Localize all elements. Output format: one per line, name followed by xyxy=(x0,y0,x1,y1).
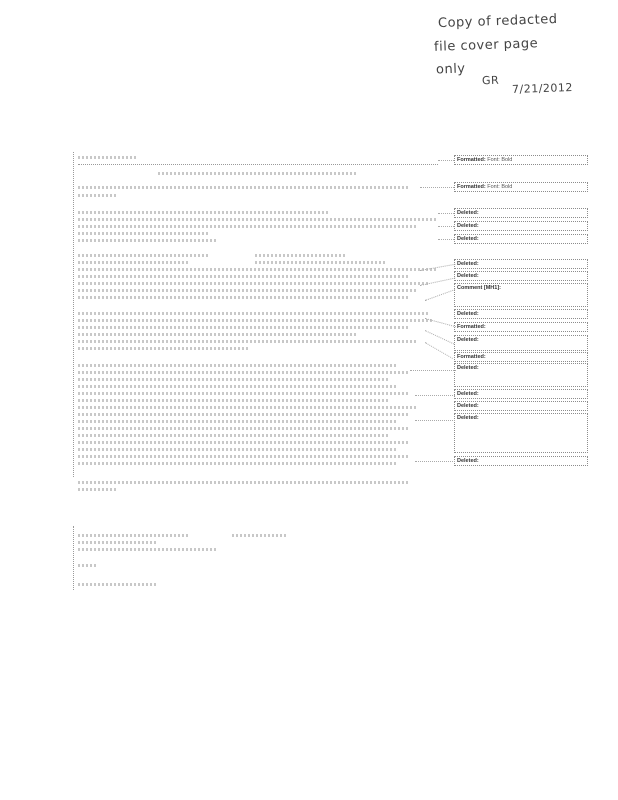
comment-label: Deleted: xyxy=(457,337,479,343)
comment-connector xyxy=(438,226,454,227)
comment-connector xyxy=(415,461,455,462)
redacted-line xyxy=(78,218,438,221)
redacted-line xyxy=(78,254,208,257)
comment-balloon xyxy=(454,283,588,307)
margin-rule xyxy=(73,152,74,477)
redacted-line xyxy=(78,548,218,551)
redacted-line xyxy=(232,534,287,537)
redacted-line xyxy=(78,232,208,235)
comment-connector xyxy=(415,420,455,421)
comment-balloon xyxy=(454,155,588,165)
comment-text: Font: Bold xyxy=(487,184,513,190)
comment-connector xyxy=(438,213,454,214)
comment-connector xyxy=(438,239,454,240)
redacted-line xyxy=(78,296,408,299)
comment-balloon xyxy=(454,309,588,319)
redacted-line xyxy=(78,282,428,285)
comment-balloon xyxy=(454,208,588,218)
comment-label: Deleted: xyxy=(457,311,479,317)
redacted-line xyxy=(78,488,118,491)
redacted-line xyxy=(78,319,433,322)
comment-balloon xyxy=(454,335,588,351)
comment-label: Deleted: xyxy=(457,261,479,267)
redacted-line xyxy=(78,275,408,278)
handwritten-line-2: file cover page xyxy=(433,36,539,55)
redacted-line xyxy=(78,420,398,423)
comment-label: Deleted: xyxy=(457,415,479,421)
comment-label: Deleted: xyxy=(457,403,479,409)
comment-connector xyxy=(425,342,453,359)
handwritten-line-4: GR xyxy=(481,73,500,88)
redacted-line xyxy=(78,481,408,484)
redacted-line xyxy=(78,268,438,271)
redacted-line xyxy=(78,385,398,388)
handwritten-line-1: Copy of redacted xyxy=(437,11,558,32)
comment-balloon xyxy=(454,352,588,362)
redacted-line xyxy=(78,340,418,343)
redacted-line xyxy=(78,347,248,350)
redacted-line xyxy=(78,413,408,416)
redacted-line xyxy=(78,186,408,189)
redacted-line xyxy=(78,312,428,315)
comment-connector xyxy=(438,160,454,161)
comment-balloon xyxy=(454,389,588,399)
comment-label: Deleted: xyxy=(457,273,479,279)
comment-connector xyxy=(425,318,456,327)
comment-label: Deleted: xyxy=(457,236,479,242)
comment-connector xyxy=(410,370,456,371)
comment-balloon xyxy=(454,271,588,281)
comment-label: Formatted: xyxy=(457,324,486,330)
redacted-line xyxy=(78,211,328,214)
comment-balloon xyxy=(454,182,588,192)
redacted-line xyxy=(78,326,408,329)
margin-rule-lower xyxy=(73,526,74,590)
comment-balloon xyxy=(454,363,588,387)
redacted-line xyxy=(78,427,408,430)
redacted-line xyxy=(78,583,158,586)
redacted-line xyxy=(78,261,188,264)
comment-connector xyxy=(415,395,455,396)
redacted-line xyxy=(78,156,138,159)
comment-balloon xyxy=(454,221,588,231)
redacted-line xyxy=(78,462,398,465)
comment-label: Formatted: xyxy=(457,184,486,190)
redacted-line xyxy=(78,378,388,381)
redacted-line xyxy=(78,434,388,437)
comment-balloon xyxy=(454,322,588,332)
redacted-line xyxy=(78,239,218,242)
redacted-line xyxy=(78,448,398,451)
redacted-line xyxy=(255,254,345,257)
comment-connector xyxy=(425,330,454,344)
comment-balloon xyxy=(454,401,588,411)
comment-label: Deleted: xyxy=(457,391,479,397)
comment-label: Deleted: xyxy=(457,365,479,371)
redacted-line xyxy=(158,172,358,175)
comment-label: Deleted: xyxy=(457,458,479,464)
redacted-line xyxy=(78,399,388,402)
header-rule xyxy=(78,164,438,165)
redacted-line xyxy=(78,455,408,458)
redacted-line xyxy=(78,534,188,537)
comment-label: Deleted: xyxy=(457,210,479,216)
redacted-line xyxy=(78,333,358,336)
comment-label: Formatted: xyxy=(457,157,486,163)
comment-connector xyxy=(420,187,454,188)
comment-balloon xyxy=(454,234,588,244)
redacted-line xyxy=(78,371,408,374)
redacted-line xyxy=(78,289,418,292)
redacted-line xyxy=(78,541,158,544)
comment-connector xyxy=(425,289,455,301)
comment-balloon xyxy=(454,413,588,453)
comment-balloon xyxy=(454,259,588,269)
comment-balloon xyxy=(454,456,588,466)
redacted-line xyxy=(78,194,118,197)
redacted-line xyxy=(78,564,98,567)
handwritten-line-5: 7/21/2012 xyxy=(511,80,574,97)
redacted-line xyxy=(255,261,385,264)
comment-label: Comment [MH1]: xyxy=(457,285,501,291)
redacted-line xyxy=(78,225,418,228)
comment-label: Formatted: xyxy=(457,354,486,360)
comment-label: Deleted: xyxy=(457,223,479,229)
handwritten-line-3: only xyxy=(435,61,466,78)
redacted-line xyxy=(78,441,408,444)
redacted-line xyxy=(78,364,398,367)
comment-text: Font: Bold xyxy=(487,157,513,163)
redacted-line xyxy=(78,392,408,395)
redacted-line xyxy=(78,406,418,409)
